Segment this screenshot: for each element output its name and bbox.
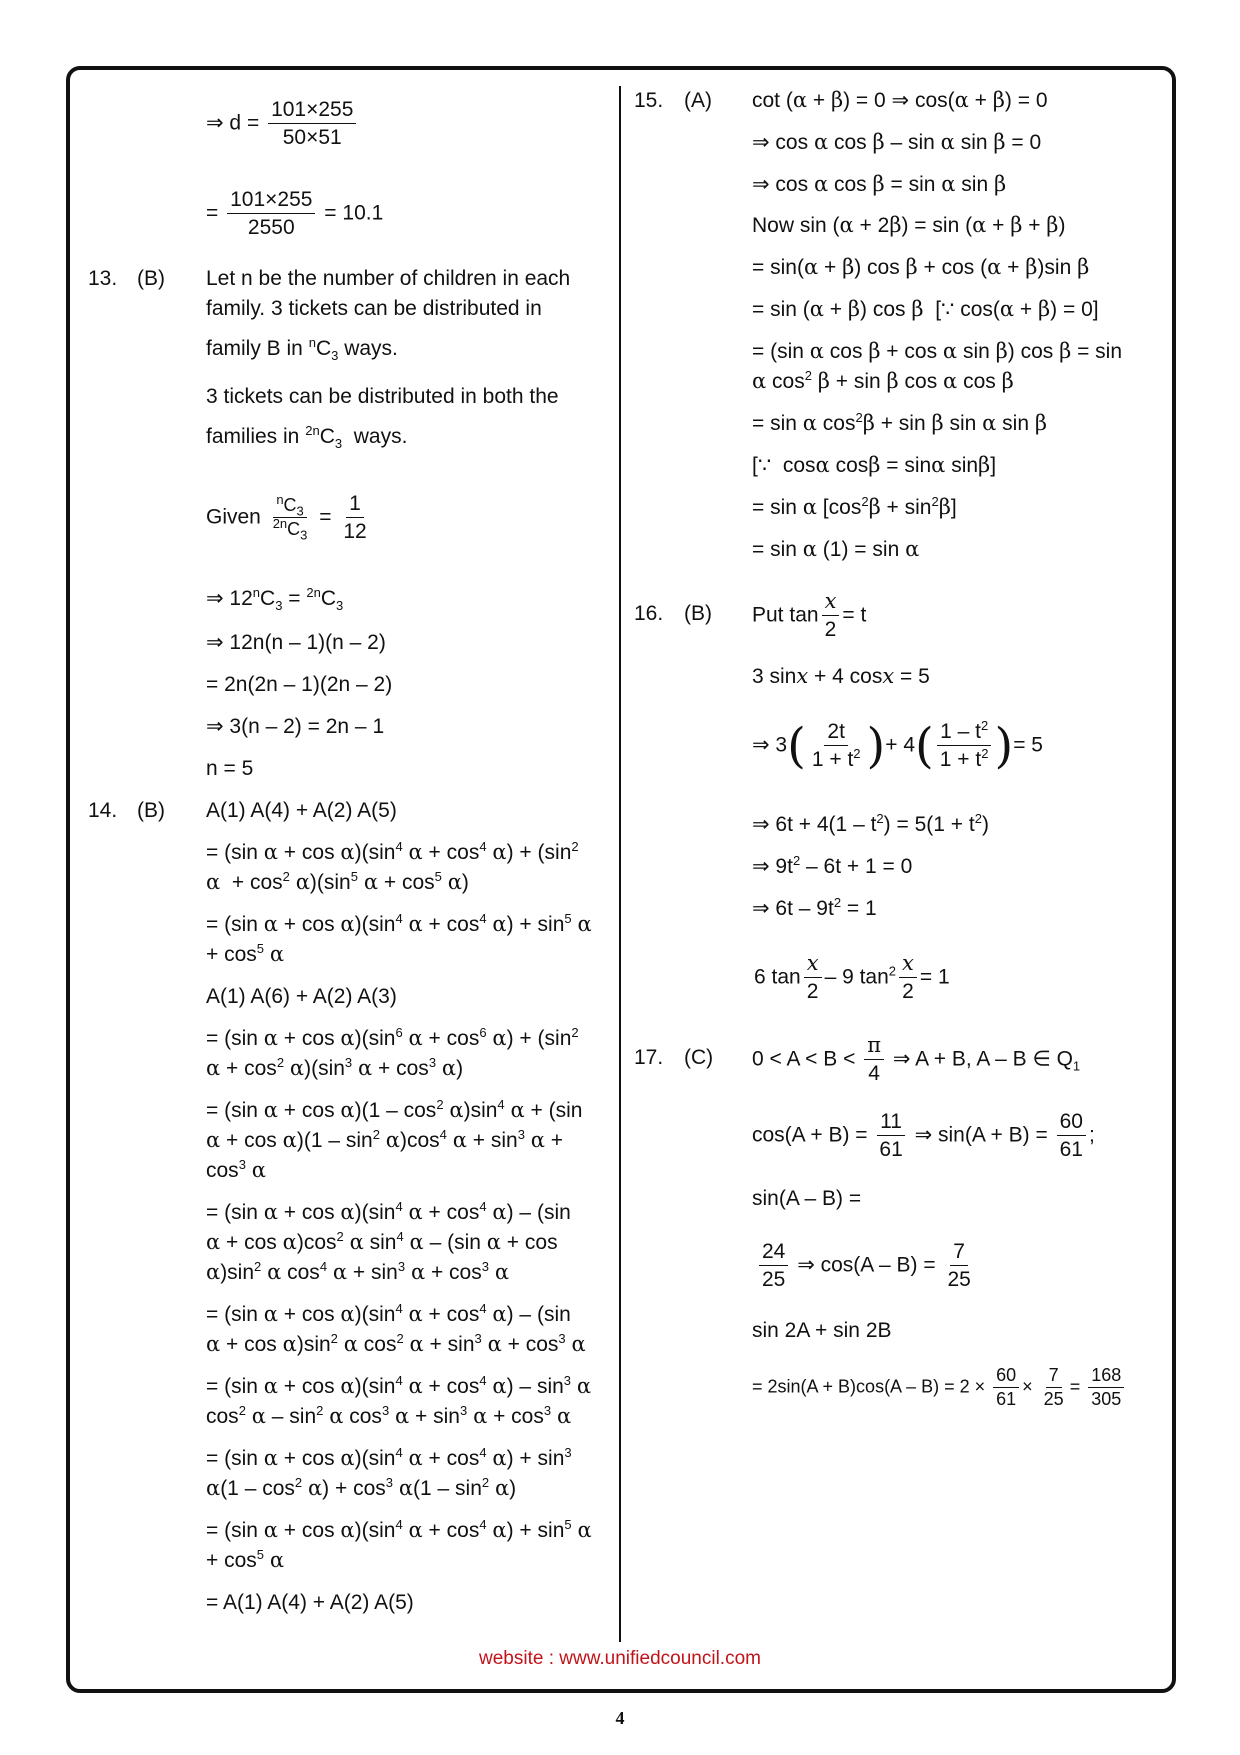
page-number: 4 bbox=[615, 1708, 625, 1728]
question-number: 16. bbox=[634, 602, 664, 625]
equation-line: ⇒ $6t - 9t^2 = 1$ bbox=[752, 895, 877, 920]
equation-line: A(1) A(6) + A(2) A(3) bbox=[206, 985, 397, 1008]
equation-line: ⇒ 12n(n – 1)(n – 2) bbox=[206, 631, 386, 654]
fraction: $\frac{101\times 255}{2550}$ bbox=[227, 186, 315, 242]
equation-line: cot (α + β) = 0 ⇒ cos(α + β) = 0 bbox=[752, 88, 1048, 112]
equation-line: 0 < A < B < $\frac{\pi}{4}$ ⇒ A + B, A – B ∈ $Q_1$ bbox=[752, 1032, 1080, 1088]
equation-line: α $\cos^2 \beta + \sin \beta$ cos α cos β bbox=[752, 368, 1014, 393]
equation-line: $\alpha)\sin^2$ α $\cos^4 \alpha + \sin^3 \alpha + \cos^3 \alpha$ bbox=[206, 1259, 510, 1284]
fraction: $\frac{7}{25}$ bbox=[947, 1240, 971, 1292]
fraction: $\frac{60}{61}$ bbox=[1057, 1108, 1086, 1164]
equation-line: ⇒ $6t + 4(1 - t^2) = 5(1 + t^2)$ bbox=[752, 811, 989, 836]
equation-line: = (sin $\alpha + \cos \alpha)(\sin^4$ $\alpha + \cos^4 \alpha) + \sin^5 \alpha$ bbox=[206, 1517, 592, 1542]
equation-line: = (sin $\alpha + \cos \alpha)(\sin^6$ $\alpha + \cos^6 \alpha) + (\sin^2$ bbox=[206, 1025, 579, 1050]
equation-line: Now sin (α + 2β) = sin (α + β + β) bbox=[752, 213, 1066, 237]
equation-line: = sin α $\cos^2\beta + \sin \beta$ sin α sin β bbox=[752, 410, 1047, 435]
fraction: $\frac{7}{25}$ bbox=[1043, 1365, 1064, 1410]
fraction: $\frac{x}{2}$ bbox=[804, 950, 822, 1006]
equation-line: $\alpha + \cos^2 \alpha)(\sin^5$ $\alpha + \cos^5 \alpha$) bbox=[206, 869, 469, 894]
text-line: family B in $^nC_3$ ways. bbox=[206, 335, 398, 364]
answer-choice: (C) bbox=[684, 1046, 714, 1069]
equation-line: 3 sinx + 4 cosx = 5 bbox=[752, 664, 930, 688]
equation-line: = (sin $\alpha + \cos \alpha)(\sin^4$ $\alpha + \cos^4 \alpha) + \sin^5 \alpha$ bbox=[206, 911, 592, 936]
fraction: $\frac{60}{61}$ bbox=[993, 1364, 1019, 1412]
equation-line: $\frac{24}{25}$ ⇒ cos(A – B) = $\frac{7}{25}$ bbox=[756, 1238, 977, 1294]
fraction: $\frac{2t}{1 + t^2}$ bbox=[811, 720, 861, 772]
equation-line: ⇒ 3(n – 2) = 2n – 1 bbox=[206, 715, 385, 738]
equation-line: $\alpha + \cos \alpha)\sin^2$ α $\cos^2 \alpha + \sin^3 \alpha + \cos^3 \alpha$ bbox=[206, 1331, 586, 1356]
equation-line: ⇒ 3( $\frac{2t}{1 + t^2}$ )+ 4( $\frac{1 - t^2}{1 + t^2}$ )= 5 bbox=[752, 717, 1043, 774]
fraction: $\frac{^nC_3}{^{2n}C_3}$ bbox=[272, 491, 308, 543]
equation-line: $\alpha + \cos \alpha)(1 - \sin^2 \alpha)\cos^4$ $\alpha + \sin^3 \alpha$ + bbox=[206, 1127, 564, 1152]
equation-line: = (sin $\alpha + \cos \alpha)(\sin^4$ $\alpha + \cos^4 \alpha) - (\sin$ bbox=[206, 1199, 571, 1224]
equation-line: 6 tan $\frac{x}{2}$ – 9 $\tan^2$ $\frac{x}{2}$ = 1 bbox=[754, 950, 950, 1006]
fraction: $\frac{x}{2}$ bbox=[822, 588, 840, 644]
column-divider bbox=[619, 86, 621, 1642]
equation-line: $\cos^3 \alpha$ bbox=[206, 1157, 266, 1182]
equation-line: [∵ cosα cosβ = sinα sinβ] bbox=[752, 453, 997, 477]
equation-line: = 2n(2n – 1)(2n – 2) bbox=[206, 673, 393, 696]
equation-line: = (sin $\alpha + \cos \alpha)(\sin^4$ $\alpha + \cos^4 \alpha) + (\sin^2$ bbox=[206, 839, 579, 864]
text-line: family. 3 tickets can be distributed in bbox=[206, 297, 542, 320]
eq-d-line1: ⇒ d = $\frac{101\times 255}{50\times 51}$ bbox=[206, 96, 359, 152]
answer-choice: (B) bbox=[137, 799, 165, 822]
fraction: $\frac{168}{305}$ bbox=[1088, 1364, 1124, 1412]
equation-line: sin 2A + sin 2B bbox=[752, 1319, 892, 1342]
equation-line: Put tan $\frac{x}{2}$ = t bbox=[752, 588, 866, 644]
eq-d-line2: = $\frac{101\times 255}{2550}$ = 10.1 bbox=[206, 186, 383, 242]
answer-choice: (B) bbox=[137, 267, 165, 290]
equation-line: ⇒ $12^nC_3 = ^{2n}C_3$ bbox=[206, 585, 344, 614]
given-equation: Given $\frac{^nC_3}{^{2n}C_3}$ = $\frac{1}{12}$ bbox=[206, 490, 373, 546]
equation-line: ⇒ cos α cos β = sin α sin β bbox=[752, 172, 1007, 196]
text-line: Let n be the number of children in each bbox=[206, 267, 571, 290]
answer-choice: (B) bbox=[684, 602, 712, 625]
equation-line: n = 5 bbox=[206, 757, 254, 780]
website-footer: website : www.unifiedcouncil.com bbox=[479, 1648, 761, 1669]
equation-line: = (sin $\alpha + \cos \alpha)(1 - \cos^2 \alpha)\sin^4$ α + (sin bbox=[206, 1097, 583, 1122]
equation-line: = sin α $[\cos^2\beta + \sin^2\beta]$ bbox=[752, 494, 957, 519]
equation-line: = (sin $\alpha + \cos \alpha)(\sin^4$ $\alpha + \cos^4 \alpha) + \sin^3$ bbox=[206, 1445, 572, 1470]
question-number: 15. bbox=[634, 89, 664, 112]
fraction: $\frac{1}{12}$ bbox=[343, 492, 367, 544]
equation-line: cos(A + B) = $\frac{11}{61}$ ⇒ sin(A + B) = $\frac{60}{61}$ ; bbox=[752, 1108, 1095, 1164]
question-number: 17. bbox=[634, 1046, 664, 1069]
equation-line: $\alpha + \cos \alpha)\cos^2$ α $\sin^4 \alpha - (\sin$ α + cos bbox=[206, 1229, 558, 1254]
equation-line: A(1) A(4) + A(2) A(5) bbox=[206, 799, 397, 822]
equation-line: = sin (α + β) cos β [∵ cos(α + β) = 0] bbox=[752, 297, 1099, 321]
equation-line: = (sin $\alpha + \cos \alpha)(\sin^4$ $\alpha + \cos^4 \alpha) - (\sin$ bbox=[206, 1301, 571, 1326]
equation-line: sin(A – B) = bbox=[752, 1187, 862, 1210]
equation-line: + $\cos^5 \alpha$ bbox=[206, 941, 285, 966]
equation-line: = sin α (1) = sin α bbox=[752, 537, 920, 561]
equation-line: ⇒ $9t^2 - 6t + 1 = 0$ bbox=[752, 853, 913, 878]
question-number: 14. bbox=[88, 799, 118, 822]
equation-line: $\alpha + \cos^2 \alpha)(\sin^3$ $\alpha + \cos^3 \alpha$) bbox=[206, 1055, 464, 1080]
fraction: $\frac{11}{61}$ bbox=[876, 1108, 905, 1164]
equation-line: + $\cos^5 \alpha$ bbox=[206, 1547, 285, 1572]
equation-line: = (sin $\alpha + \cos \alpha)(\sin^4$ $\alpha + \cos^4 \alpha) - \sin^3 \alpha$ bbox=[206, 1373, 592, 1398]
fraction: $\frac{1 - t^2}{1 + t^2}$ bbox=[937, 718, 992, 774]
text-line: families in $^{2n}C_3$ ways. bbox=[206, 423, 408, 452]
fraction: $\frac{24}{25}$ bbox=[759, 1238, 788, 1294]
equation-line: ⇒ cos α cos β – sin α sin β = 0 bbox=[752, 130, 1042, 154]
fraction: $\frac{\pi}{4}$ bbox=[864, 1032, 884, 1088]
fraction: $\frac{x}{2}$ bbox=[899, 950, 917, 1006]
equation-line: = A(1) A(4) + A(2) A(5) bbox=[206, 1591, 414, 1614]
question-number: 13. bbox=[88, 267, 118, 290]
equation-line: $\alpha(1 - \cos^2 \alpha) + \cos^3 \alpha(1 - \sin^2 \alpha)$ bbox=[206, 1475, 517, 1500]
fraction: $\frac{101\times 255}{50\times 51}$ bbox=[268, 96, 356, 152]
equation-line: $\cos^2 \alpha - \sin^2 \alpha$ $\cos^3 \alpha + \sin^3 \alpha + \cos^3 \alpha$ bbox=[206, 1403, 572, 1428]
equation-line: = sin(α + β) cos β + cos (α + β)sin β bbox=[752, 255, 1090, 279]
equation-line: = (sin α cos β + cos α sin β) cos β = sin bbox=[752, 339, 1123, 363]
answer-choice: (A) bbox=[684, 89, 712, 112]
text-line: 3 tickets can be distributed in both the bbox=[206, 385, 559, 408]
equation-line: = 2sin(A + B)cos(A – B) = 2 × $\frac{60}{61}$ × $\frac{7}{25}$ = $\frac{168}{305}$ bbox=[752, 1364, 1127, 1412]
